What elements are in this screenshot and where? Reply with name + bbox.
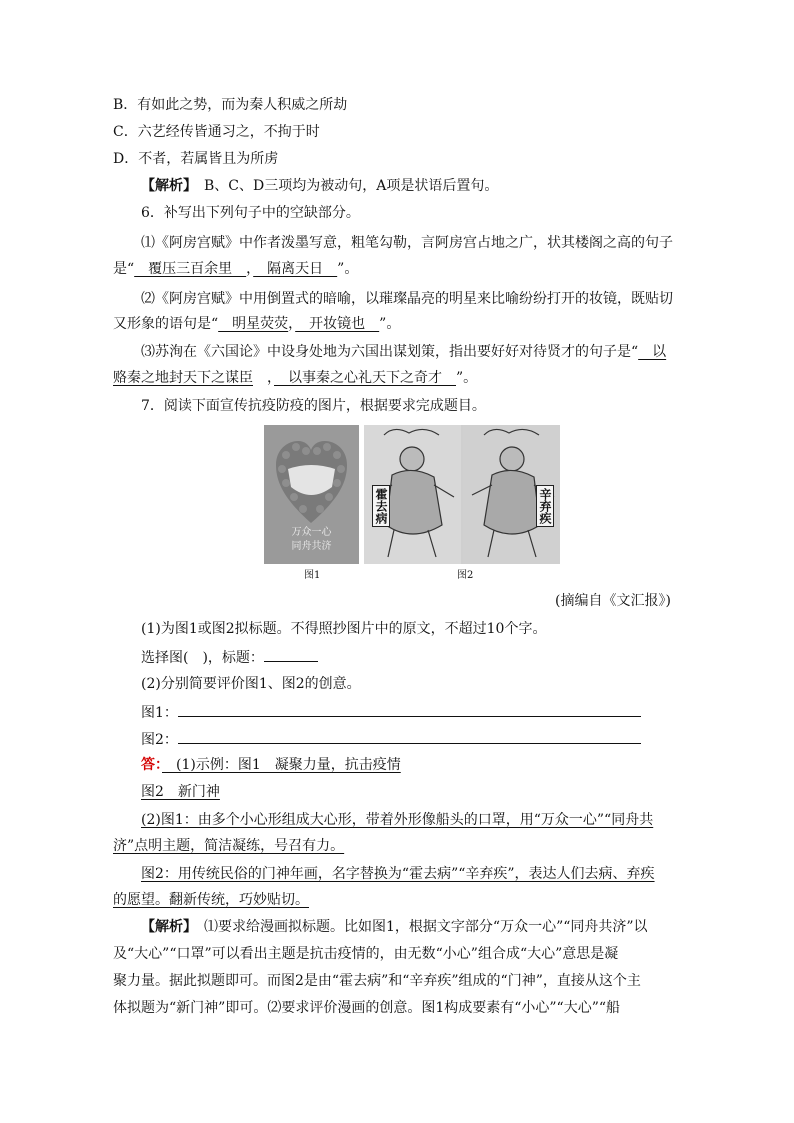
text: ”。 — [337, 261, 359, 277]
q7-fig1-row — [141, 702, 641, 722]
figure-1-slogan-1: 万众一心 — [291, 527, 332, 538]
door-gods-icon — [364, 425, 560, 564]
figure-2-right-name: 辛弃疾 — [536, 485, 554, 527]
answer-line-1 — [141, 755, 401, 775]
text: 是“ — [113, 261, 135, 277]
answer-blank: 以 — [638, 344, 667, 360]
answer-line-5 — [141, 864, 655, 884]
figure-2-caption: 图2 — [457, 570, 474, 581]
figure-2-image — [364, 425, 560, 564]
q6-2-line2 — [113, 314, 400, 334]
analysis-text: ⑴要求给漫画拟标题。比如图1，根据文字部分“万众一心”“同舟共济”以 — [190, 919, 648, 935]
source-note: (摘编自《文汇报》) — [555, 593, 671, 609]
question-6: 6．补写出下列句子中的空缺部分。 — [141, 205, 360, 221]
answer-blank: 覆压三百余里 — [134, 261, 247, 277]
analysis-tag: 【解析】 — [141, 919, 190, 935]
figure-1-caption: 图1 — [304, 570, 321, 581]
answer-tag: 答： — [141, 757, 162, 773]
answer-line-6 — [113, 890, 309, 910]
answer-line-4 — [113, 836, 344, 856]
text: 图1： — [141, 705, 178, 721]
analysis-q7-line1 — [141, 917, 648, 937]
figure-1-slogan-2: 同舟共济 — [291, 541, 332, 552]
q7-fig2-row — [141, 729, 641, 749]
answer-text: (1)示例：图1 凝聚力量，抗击疫情 — [162, 757, 401, 773]
analysis-q7-line3: 聚力量。据此拟题即可。而图2是由“霍去病”和“辛弃疾”组成的“门神”，直接从这个主 — [113, 973, 641, 989]
text: 选择图( )，标题： — [141, 650, 264, 666]
text: ”。 — [379, 316, 401, 332]
option-c: C．六艺经传皆通习之，不拘于时 — [113, 124, 320, 140]
answer-text: 图2 新门神 — [141, 784, 220, 800]
analysis-text: B、C、D三项均为被动句，A项是状语后置句。 — [190, 178, 499, 194]
answer-blank: 明星荧荧 — [218, 316, 289, 332]
fig1-blank — [178, 702, 641, 717]
analysis-q5 — [141, 176, 498, 196]
q7-2: (2)分别简要评价图1、图2的创意。 — [141, 676, 361, 692]
q7-1: (1)为图1或图2拟标题。不得照抄图片中的原文，不超过10个字。 — [141, 621, 547, 637]
q7-choose — [141, 647, 318, 667]
answer-text: 的愿望。翻新传统，巧妙贴切。 — [113, 892, 309, 908]
text: ， — [253, 370, 274, 386]
answer-text: 图2：用传统民俗的门神年画，名字替换为“霍去病”“辛弃疾”，表达人们去病、弃疾 — [141, 866, 655, 882]
answer-blank: 隔离天日 — [253, 261, 338, 277]
question-7: 7．阅读下面宣传抗疫防疫的图片，根据要求完成题目。 — [141, 398, 486, 414]
answer-blank: 以事秦之心礼天下之奇才 — [274, 370, 456, 386]
text: 又形象的语句是“ — [113, 316, 219, 332]
answer-blank: 赂秦之地封天下之谋臣 — [113, 370, 253, 386]
q6-1-line2 — [113, 259, 358, 279]
analysis-tag: 【解析】 — [141, 178, 190, 194]
analysis-q7-line4: 体拟题为“新门神”即可。⑵要求评价漫画的创意。图1构成要素有“小心”“大心”“船 — [113, 1000, 621, 1016]
text: ， — [288, 316, 296, 332]
answer-line-3 — [141, 810, 653, 830]
answer-blank: 开妆镜也 — [295, 316, 380, 332]
text: ， — [246, 261, 254, 277]
option-b: B．有如此之势，而为秦人积威之所劫 — [113, 97, 348, 113]
text: ⑶苏洵在《六国论》中设身处地为六国出谋划策，指出要好好对待贤才的句子是“ — [141, 344, 639, 360]
text: ”。 — [456, 370, 478, 386]
analysis-q7-line2: 及“大心”“口罩”可以看出主题是抗击疫情的，由无数“小心”组合成“大心”意思是凝 — [113, 946, 619, 962]
option-d: D．不者，若属皆且为所虏 — [113, 151, 279, 167]
figure-2-left-name: 霍去病 — [372, 485, 390, 527]
answer-text: 济”点明主题，简洁凝练，号召有力。 — [113, 838, 345, 854]
q6-2-line1: ⑵《阿房宫赋》中用倒置式的暗喻，以璀璨晶亮的明星来比喻纷纷打开的妆镜，既贴切 — [141, 291, 673, 307]
text: 图2： — [141, 732, 178, 748]
heart-mask-icon — [274, 437, 349, 527]
answer-line-2 — [141, 782, 220, 802]
q6-3-line1 — [141, 342, 666, 362]
title-blank — [264, 647, 318, 662]
figure-1-image — [264, 425, 359, 564]
answer-text: (2)图1：由多个小心形组成大心形，带着外形像船头的口罩，用“万众一心”“同舟共 — [141, 812, 654, 828]
fig2-blank — [178, 729, 641, 744]
q6-3-line2 — [113, 368, 477, 388]
q6-1-line1: ⑴《阿房宫赋》中作者泼墨写意，粗笔勾勒，言阿房宫占地之广，状其楼阁之高的句子 — [141, 235, 673, 251]
